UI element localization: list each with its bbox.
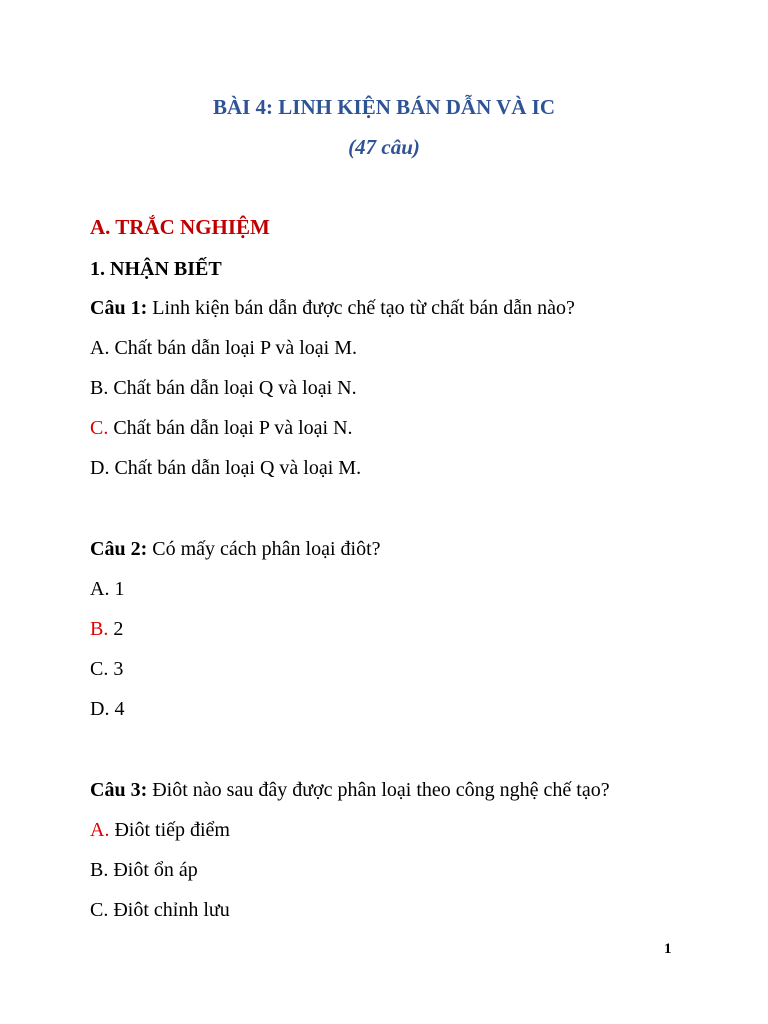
question-1-option-b <box>90 374 357 402</box>
question-2-option-a <box>90 575 124 603</box>
option-letter-correct: A. <box>90 819 110 841</box>
option-text: Điôt chỉnh lưu <box>108 899 230 921</box>
option-text: 2 <box>108 618 124 640</box>
option-letter: C. <box>90 899 109 921</box>
option-text: Chất bán dẫn loại Q và loại N. <box>108 377 357 399</box>
question-3-option-b <box>90 856 198 884</box>
option-letter: A. <box>90 337 110 359</box>
option-letter-correct: B. <box>90 618 109 640</box>
option-text: Điôt tiếp điểm <box>109 819 230 841</box>
question-3-option-a <box>90 816 230 844</box>
question-text: Linh kiện bán dẫn được chế tạo từ chất bán dẫn nào? <box>147 297 575 319</box>
question-3-option-c <box>90 896 230 924</box>
question-1-option-c <box>90 414 353 442</box>
question-2 <box>90 535 381 563</box>
question-label: Câu 1: <box>90 297 148 319</box>
option-letter: C. <box>90 658 109 680</box>
option-letter: B. <box>90 377 109 399</box>
option-letter-correct: C. <box>90 417 109 439</box>
question-label: Câu 3: <box>90 779 148 801</box>
question-2-option-d <box>90 695 124 723</box>
question-2-option-c <box>90 655 123 683</box>
option-text: Chất bán dẫn loại P và loại N. <box>108 417 353 439</box>
question-text: Điôt nào sau đây được phân loại theo công nghệ chế tạo? <box>147 779 610 801</box>
option-letter: B. <box>90 859 109 881</box>
document-subtitle: (47 câu) <box>348 135 420 159</box>
question-3 <box>90 776 610 804</box>
question-1-option-d <box>90 454 361 482</box>
question-2-option-b <box>90 615 123 643</box>
option-text: Chất bán dẫn loại P và loại M. <box>109 337 358 359</box>
section-heading: A. TRẮC NGHIỆM <box>90 215 270 239</box>
document-title: BÀI 4: LINH KIỆN BÁN DẪN VÀ IC <box>212 95 556 119</box>
option-text: 3 <box>108 658 124 680</box>
question-1 <box>90 294 575 322</box>
option-letter: D. <box>90 698 110 720</box>
option-text: Chất bán dẫn loại Q và loại M. <box>109 457 362 479</box>
option-text: Điôt ổn áp <box>108 859 198 881</box>
section-subheading: 1. NHẬN BIẾT <box>90 258 222 280</box>
question-1-option-a <box>90 334 357 362</box>
option-letter: D. <box>90 457 110 479</box>
option-text: 1 <box>109 578 125 600</box>
question-label: Câu 2: <box>90 538 148 560</box>
option-text: 4 <box>109 698 125 720</box>
option-letter: A. <box>90 578 110 600</box>
page-number: 1 <box>664 941 672 957</box>
question-text: Có mấy cách phân loại điôt? <box>147 538 381 560</box>
